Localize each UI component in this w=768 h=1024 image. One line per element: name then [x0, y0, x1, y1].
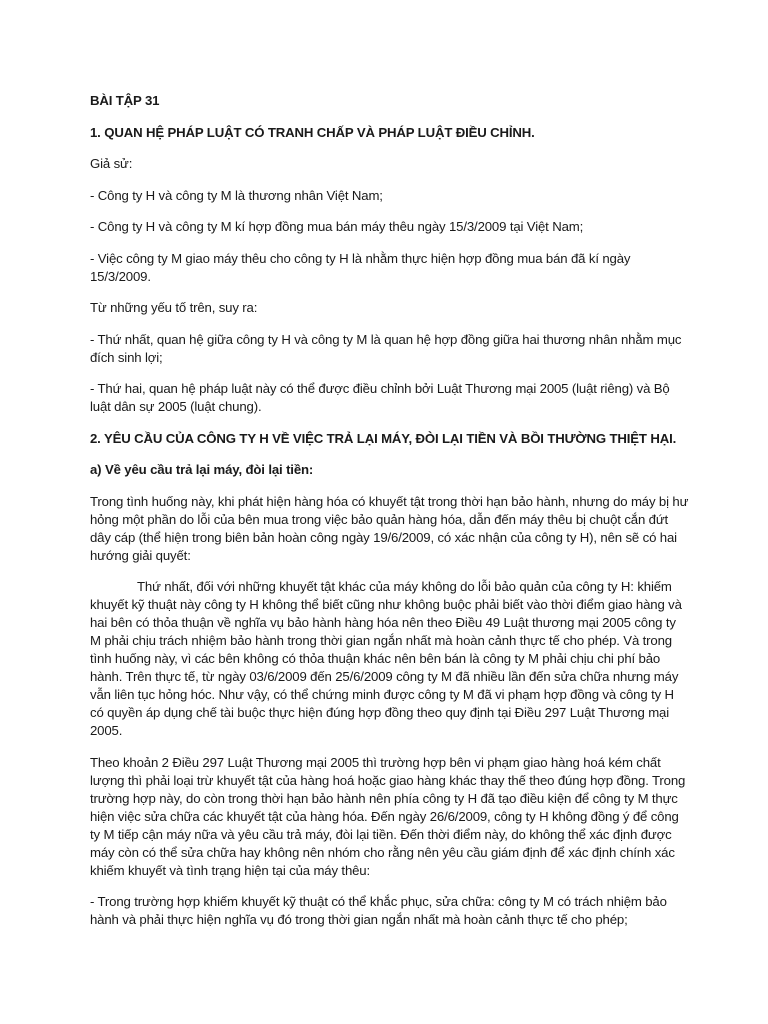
body-paragraph: - Trong trường hợp khiếm khuyết kỹ thuật có thể khắc phục, sửa chữa: công ty M có trách nhiệm bảo hành và phải thực hiện nghĩa vụ đó trong thời gian ngắn nhất mà hoàn cảnh thực tế cho phép; [90, 894, 667, 927]
document-title: BÀI TẬP 31 [90, 93, 160, 108]
section-1-heading: 1. QUAN HỆ PHÁP LUẬT CÓ TRANH CHẤP VÀ PHÁP LUẬT ĐIỀU CHỈNH. [90, 124, 535, 140]
conclusion-item: - Thứ hai, quan hệ pháp luật này có thể được điều chỉnh bởi Luật Thương mại 2005 (luật riêng) và Bộ luật dân sự 2005 (luật chung). [90, 381, 670, 414]
body-paragraph: Theo khoản 2 Điều 297 Luật Thương mại 2005 thì trường hợp bên vi phạm giao hàng hoá kém chất lượng thì phải loại trừ khuyết tật của hàng hoá hoặc giao hàng khác thay thế theo đúng hợp đồng. Trong trường hợp này, do còn trong thời hạn bảo hành nên phía công ty H đã tạo điều kiện để công ty M thực hiện việc sửa chữa các khuyết tật của hàng hóa. Đến ngày 26/6/2009, công ty H không đồng ý để công ty M tiếp cận máy nữa và yêu cầu trả máy, đòi lại tiền. Đến thời điểm này, do không thể xác định được máy còn có thể sửa chữa hay không nên nhóm cho rằng nên yêu cầu giám định để xác định chính xác khiếm khuyết và tình trạng hiện tại của máy thêu: [90, 754, 686, 878]
inference-label: Từ những yếu tố trên, suy ra: [90, 300, 258, 315]
section-2-heading: 2. YÊU CẦU CỦA CÔNG TY H VỀ VIỆC TRẢ LẠI MÁY, ĐÒI LẠI TIỀN VÀ BỒI THƯỜNG THIỆT HẠI. [90, 430, 677, 446]
conclusion-item: - Thứ nhất, quan hệ giữa công ty H và công ty M là quan hệ hợp đồng giữa hai thương nhân nhằm mục đích sinh lợi; [90, 331, 682, 365]
fact-item: - Công ty H và công ty M là thương nhân Việt Nam; [90, 187, 383, 203]
body-paragraph: Trong tình huống này, khi phát hiện hàng hóa có khuyết tật trong thời hạn bảo hành, nhưng do máy bị hư hỏng một phần do lỗi của bên mua trong việc bảo quản hàng hóa, dẫn đến máy thêu bị chuột cắn đứt dây cáp (thể hiện trong biên bản hoàn công ngày 19/6/2009, có xác nhận của công ty H), nên sẽ có hai hướng giải quyết: [90, 493, 689, 563]
subsection-a-heading: a) Về yêu cầu trả lại máy, đòi lại tiền: [90, 462, 314, 477]
document-page [90, 92, 690, 943]
fact-item: - Công ty H và công ty M kí hợp đồng mua bán máy thêu ngày 15/3/2009 tại Việt Nam; [90, 219, 584, 234]
suppose-label: Giả sử: [90, 156, 133, 171]
body-paragraph: Thứ nhất, đối với những khuyết tật khác của máy không do lỗi bảo quản của công ty H: khiếm khuyết kỹ thuật này công ty H không thể biết cũng như không buộc phải biết vào thời điểm giao hàng và hai bên có thỏa thuận về nghĩa vụ bảo hành hàng hóa nên theo Điều 49 Luật thương mại 2005 công ty M phải chịu trách nhiệm bảo hành trong thời gian ngắn nhất mà hoàn cảnh thực tế cho phép. Và trong tình huống này, vì các bên không có thỏa thuận khác nên bên bán là công ty M phải chịu chi phí bảo hành. Trên thực tế, từ ngày 03/6/2009 đến 25/6/2009 công ty M đã nhiều lần đến sửa chữa nhưng máy vẫn liên tục hỏng hóc. Như vậy, có thể chứng minh được công ty M đã vi phạm hợp đồng và công ty H có quyền áp dụng chế tài buộc thực hiện đúng hợp đồng theo quy định tại Điều 297 Luật Thương mại 2005. [90, 579, 682, 738]
fact-item: - Việc công ty M giao máy thêu cho công ty H là nhằm thực hiện hợp đồng mua bán đã kí ngày 15/3/2009. [90, 250, 631, 284]
